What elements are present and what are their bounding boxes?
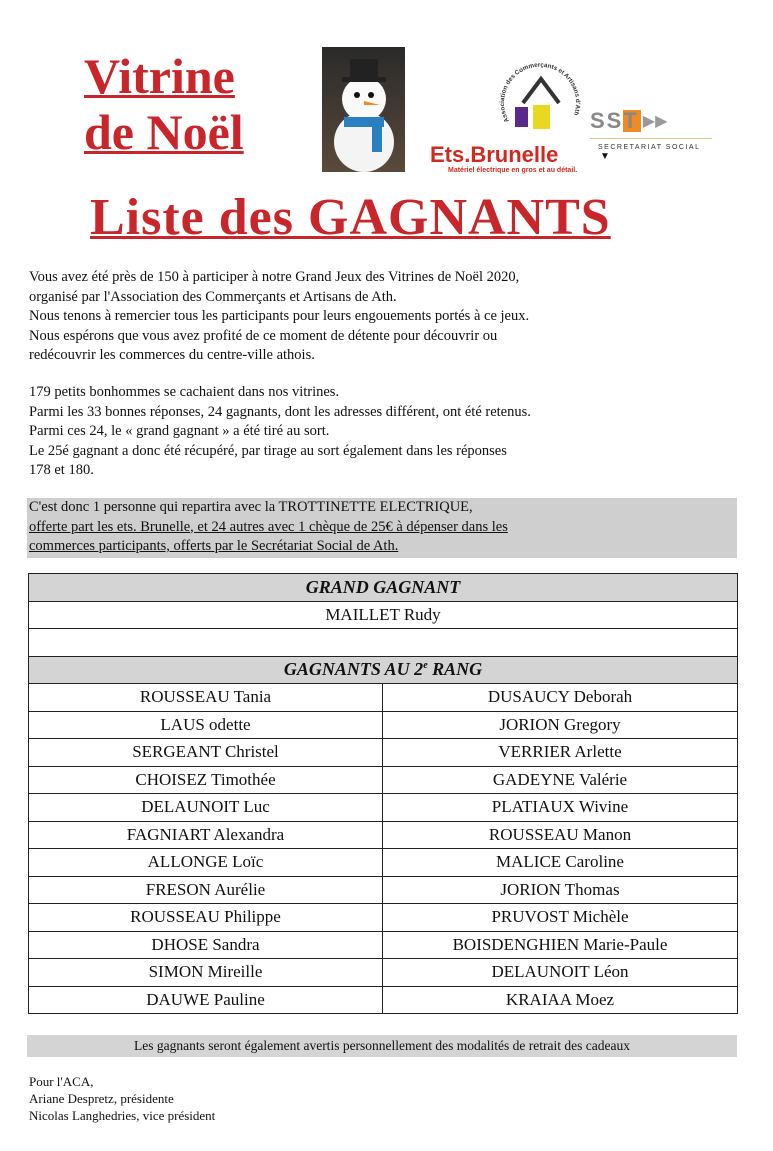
winner-cell: JORION Thomas (383, 876, 738, 904)
arrows-icon: ▶▶ (642, 111, 668, 130)
winner-cell: ROUSSEAU Tania (29, 684, 383, 712)
brunelle-logo: Ets.Brunelle Matériel électrique en gros et au détail. (430, 142, 578, 174)
winner-cell: ROUSSEAU Manon (383, 821, 738, 849)
vitrine-noel-title: Vitrine de Noël (84, 48, 244, 160)
grand-winner: MAILLET Rudy (29, 601, 738, 629)
winner-cell: DELAUNOIT Luc (29, 794, 383, 822)
table-row (29, 739, 738, 767)
winner-cell: VERRIER Arlette (383, 739, 738, 767)
winner-cell: CHOISEZ Timothée (29, 766, 383, 794)
aca-logo (495, 55, 585, 145)
winner-cell: DHOSE Sandra (29, 931, 383, 959)
triangle-down-icon: ▼ (600, 151, 610, 162)
table-row (29, 766, 738, 794)
empty-row (29, 629, 738, 657)
intro-paragraph: Vous avez été près de 150 à participer à notre Grand Jeux des Vitrines de Noël 2020, organisé par l'Association des Commerçants et Artisans de Ath. Nous tenons à remercier tous les participants pour leurs engouements portés à ce jeux. Nous espérons que vous avez profité de ce moment de détente pour découvrir ou redécouvrir les commerces du centre-ville athois. (29, 269, 530, 363)
winner-cell: JORION Gregory (383, 711, 738, 739)
table-row (29, 849, 738, 877)
winner-cell: FRESON Aurélie (29, 876, 383, 904)
table-row (29, 684, 738, 712)
sst-logo-text: SST (590, 108, 639, 133)
snowman-image (322, 47, 405, 172)
table-row (29, 821, 738, 849)
winner-cell: PLATIAUX Wivine (383, 794, 738, 822)
grand-winner-header: GRAND GAGNANT (29, 574, 738, 602)
page-title: Liste des GAGNANTS (90, 189, 611, 246)
prize-highlight: C'est donc 1 personne qui repartira avec la TROTTINETTE ELECTRIQUE, offerte part les ets. Brunelle, et 24 autres avec 1 chèque de 25€ à dépenser dans les commerces participants, offerts par le Secrétariat Social de Ath. (27, 498, 737, 558)
winner-cell: ROUSSEAU Philippe (29, 904, 383, 932)
sst-logo: SST ▶▶ SECRETARIAT SOCIAL ▼ (590, 108, 712, 162)
winner-cell: MALICE Caroline (383, 849, 738, 877)
winner-cell: KRAIAA Moez (383, 986, 738, 1014)
winner-cell: DAUWE Pauline (29, 986, 383, 1014)
winner-cell: DUSAUCY Deborah (383, 684, 738, 712)
table-row (29, 794, 738, 822)
winner-cell: PRUVOST Michèle (383, 904, 738, 932)
aca-logo-text: Association des Commerçants et Artisans d'Ath (498, 61, 582, 124)
table-row (29, 959, 738, 987)
winner-cell: LAUS odette (29, 711, 383, 739)
second-rank-header: GAGNANTS AU 2e RANG (29, 656, 738, 684)
winner-cell: SERGEANT Christel (29, 739, 383, 767)
winner-cell: BOISDENGHIEN Marie-Paule (383, 931, 738, 959)
winner-cell: ALLONGE Loïc (29, 849, 383, 877)
winner-cell: SIMON Mireille (29, 959, 383, 987)
winner-cell: GADEYNE Valérie (383, 766, 738, 794)
winner-cell: FAGNIART Alexandra (29, 821, 383, 849)
table-row (29, 904, 738, 932)
footer-note: Les gagnants seront également avertis personnellement des modalités de retrait des cadeaux (27, 1035, 737, 1057)
table-row (29, 986, 738, 1014)
signature-block: Pour l'ACA, Ariane Despretz, présidente Nicolas Langhedries, vice président (29, 1074, 216, 1123)
winners-table (28, 573, 738, 1014)
winner-cell: DELAUNOIT Léon (383, 959, 738, 987)
table-row (29, 711, 738, 739)
table-row (29, 876, 738, 904)
table-row (29, 931, 738, 959)
details-paragraph: 179 petits bonhommes se cachaient dans nos vitrines. Parmi les 33 bonnes réponses, 24 gagnants, dont les adresses différent, ont été retenus. Parmi ces 24, le « grand gagnant » a été tiré au sort. Le 25é gagnant a donc été récupéré, par tirage au sort également dans les réponses 178 et 180. (29, 384, 531, 478)
